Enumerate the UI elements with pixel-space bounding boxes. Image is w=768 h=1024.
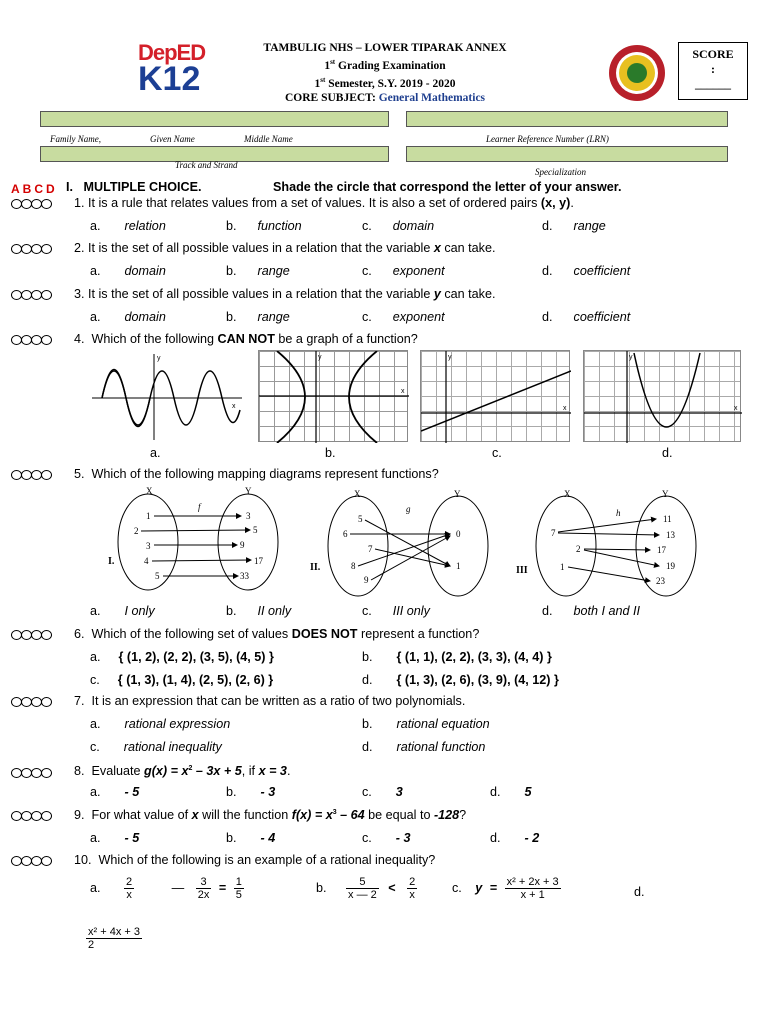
deped-logo-text: DepED [138,40,206,65]
question-4: 4. Which of the following CAN NOT be a graph of a function? [74,332,418,346]
svg-text:1: 1 [456,561,461,571]
q10-option-d[interactable]: d. [634,885,645,899]
abcd-letters: ABCD [11,182,58,196]
svg-text:Y: Y [662,489,669,499]
graph-a [92,350,242,442]
q7-option-d[interactable]: d. rational function [362,740,486,754]
svg-text:y: y [318,354,322,361]
section-title: I. MULTIPLE CHOICE. [66,180,202,194]
q1-option-d[interactable]: d. range [542,219,606,233]
graph-d [583,350,741,442]
specialization-field[interactable] [406,146,728,162]
q2-option-b[interactable]: b. range [226,264,290,278]
answer-bubbles[interactable] [11,811,51,821]
q5-option-c[interactable]: c. III only [362,604,430,618]
svg-text:8: 8 [351,561,356,571]
svg-text:h: h [616,508,621,518]
q9-option-c[interactable]: c. - 3 [362,831,411,845]
svg-text:9: 9 [240,540,245,550]
svg-text:Y: Y [454,489,461,499]
graph-a-y-label: y [157,355,161,362]
svg-text:11: 11 [663,514,672,524]
svg-text:9: 9 [364,575,369,585]
name-field[interactable] [40,111,389,127]
answer-bubbles[interactable] [11,335,51,345]
answer-bubbles[interactable] [11,630,51,640]
core-subject: CORE SUBJECT: General Mathematics [284,91,486,104]
svg-text:33: 33 [240,571,249,581]
svg-text:1: 1 [560,562,565,572]
specialization-label: Specialization [535,167,586,177]
q10-option-d-expression: $\frac{\text{x² + 4x + 3}}{2}$ [88,926,140,951]
q1-option-b[interactable]: b. function [226,219,302,233]
svg-text:17: 17 [254,556,263,566]
q9-option-d[interactable]: d. - 2 [490,831,540,845]
svg-text:0: 0 [456,529,461,539]
svg-text:17: 17 [657,545,666,555]
answer-bubbles[interactable] [11,199,51,209]
mapping-II-label: II. [310,562,321,573]
question-3: 3. It is the set of all possible values in a relation that the variable y can take. [74,287,496,301]
answer-bubbles[interactable] [11,290,51,300]
q3-option-c[interactable]: c. exponent [362,310,445,324]
mapping-I-X: X [146,486,153,496]
svg-text:7: 7 [551,528,556,538]
q3-option-d[interactable]: d. coefficient [542,310,631,324]
q7-option-a[interactable]: a. rational expression [90,717,231,731]
graph-b-label: b. [325,446,336,460]
question-9: 9. For what value of x will the function $f(x) = x^3 - 64$ be equal to -128? [74,808,467,822]
question-7: 7. It is an expression that can be written as a ratio of two polynomials. [74,694,466,708]
q3-option-b[interactable]: b. range [226,310,290,324]
q8-option-c[interactable]: c. 3 [362,785,403,799]
q9-option-a[interactable]: a. - 5 [90,831,140,845]
q8-option-a[interactable]: a. - 5 [90,785,140,799]
q6-option-d[interactable]: d. { (1, 3), (2, 6), (3, 9), (4, 12) } [362,673,559,687]
mapping-I-Y: Y [245,486,252,496]
q3-option-a[interactable]: a. domain [90,310,166,324]
q1-option-c[interactable]: c. domain [362,219,435,233]
svg-text:X: X [354,489,361,499]
svg-text:y: y [448,354,452,361]
score-label: SCORE [692,47,734,61]
question-10: 10. Which of the following is an example of a rational inequality? [74,853,436,867]
svg-text:3: 3 [246,511,251,521]
svg-text:x: x [734,405,738,412]
answer-bubbles[interactable] [11,768,51,778]
graph-a-label: a. [150,446,161,460]
svg-text:y: y [629,354,633,361]
svg-text:X: X [564,489,571,499]
question-8: 8. Evaluate $g(x) = x^2 - 3x + 5$, if x = 3. [74,764,291,778]
lrn-field[interactable] [406,111,728,127]
school-name: TAMBULIG NHS – LOWER TIPARAK ANNEX [263,42,507,54]
svg-text:4: 4 [144,556,149,566]
q6-option-b[interactable]: b. { (1, 1), (2, 2), (3, 3), (4, 4) } [362,650,552,664]
question-5: 5. Which of the following mapping diagrams represent functions? [74,467,439,481]
section-instruction: Shade the circle that correspond the letter of your answer. [273,180,622,194]
svg-text:2: 2 [576,544,581,554]
q9-option-b[interactable]: b. - 4 [226,831,276,845]
track-label: Track and Strand [175,160,238,170]
q2-option-c[interactable]: c. exponent [362,264,445,278]
mapping-I-label: I. [108,556,115,567]
svg-text:6: 6 [343,529,348,539]
svg-text:x: x [401,388,405,395]
family-name-label: Family Name, [50,134,101,144]
graph-c-label: c. [492,446,502,460]
q5-option-b[interactable]: b. II only [226,604,292,618]
given-name-label: Given Name [150,134,195,144]
graph-a-x-label: x [232,403,236,410]
svg-text:1: 1 [146,511,151,521]
mapping-I-fname: f [198,502,201,512]
q6-option-a[interactable]: a. { (1, 2), (2, 2), (3, 5), (4, 5) } [90,650,274,664]
svg-text:5: 5 [358,514,363,524]
q10-option-b[interactable]: b. $\frac{5}{x — 2}$ < $\frac{2}{x}$ [316,876,416,901]
exam-header [230,41,540,105]
q2-option-a[interactable]: a. domain [90,264,166,278]
svg-text:5: 5 [155,571,160,581]
score-line: ______ [695,77,731,91]
question-1: 1. It is a rule that relates values from a set of values. It is also a set of ordered pairs (x, y). [74,196,574,210]
lrn-label: Learner Reference Number (LRN) [486,134,609,144]
q7-option-c[interactable]: c. rational inequality [90,740,222,754]
q5-option-d[interactable]: d. both I and II [542,604,641,618]
q1-option-a[interactable]: a. relation [90,219,166,233]
svg-text:19: 19 [666,561,675,571]
semester: 1st Semester, S.Y. 2019 - 2020 [314,75,456,90]
q6-option-c[interactable]: c. { (1, 3), (1, 4), (2, 5), (2, 6) } [90,673,274,687]
question-6: 6. Which of the following set of values DOES NOT represent a function? [74,627,480,641]
svg-text:x: x [563,405,567,412]
svg-text:3: 3 [146,541,151,551]
q10-option-c[interactable]: c. y = $\frac{\text{x² + 2x + 3}}{x + 1}$ [452,876,559,901]
q10-option-a[interactable]: a. $\frac{2}{x}$ — $\frac{3}{2x}$ = $\frac{1}{5}$ [90,876,242,901]
graph-b [258,350,408,442]
school-seal [608,44,666,102]
svg-text:2: 2 [134,526,139,536]
score-colon: : [711,62,715,76]
middle-name-label: Middle Name [244,134,293,144]
score-box [678,42,748,100]
q2-option-d[interactable]: d. coefficient [542,264,631,278]
question-2: 2. It is the set of all possible values in a relation that the variable x can take. [74,241,496,255]
exam-title: 1st Grading Examination [324,58,446,72]
svg-text:23: 23 [656,576,665,586]
svg-text:7: 7 [368,544,373,554]
q7-option-b[interactable]: b. rational equation [362,717,490,731]
k12-logo-text: K12 [138,60,201,98]
mapping-III-label: III [516,565,528,576]
svg-text:5: 5 [253,525,258,535]
graph-d-label: d. [662,446,673,460]
q5-option-a[interactable]: a. I only [90,604,155,618]
q8-option-b[interactable]: b. - 3 [226,785,276,799]
answer-bubbles[interactable] [11,697,51,707]
answer-bubbles[interactable] [11,856,51,866]
mapping-diagrams [88,484,718,602]
answer-bubbles[interactable] [11,470,51,480]
svg-text:13: 13 [666,530,675,540]
svg-text:g: g [406,504,411,514]
answer-bubbles[interactable] [11,244,51,254]
graph-c [420,350,570,442]
q8-option-d[interactable]: d. 5 [490,785,532,799]
deped-logo [138,40,218,106]
